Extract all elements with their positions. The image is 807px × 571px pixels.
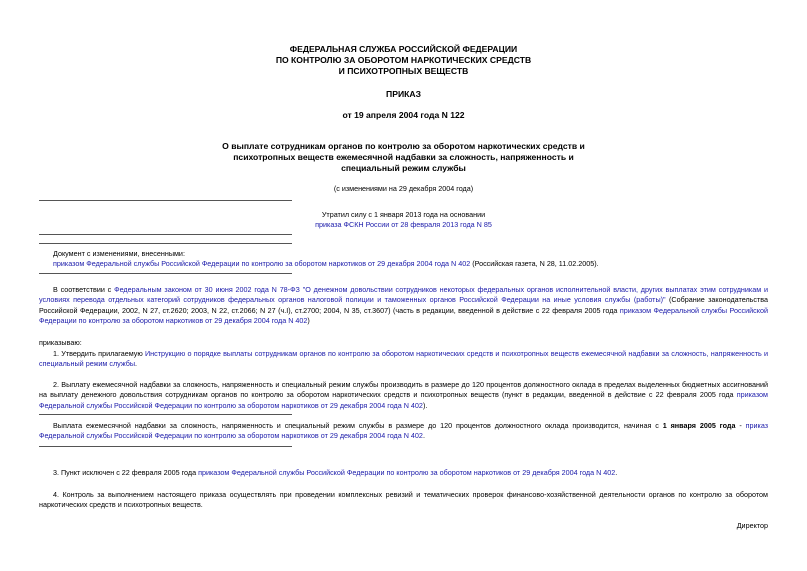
preamble-text-1: В соответствии с <box>53 285 112 294</box>
prev-edition-dash: - <box>735 421 742 430</box>
agency-line-3: И ПСИХОТРОПНЫХ ВЕЩЕСТВ <box>338 66 469 76</box>
agency-header <box>0 44 807 77</box>
doc-date: от 19 апреля 2004 года N 122 <box>342 110 465 120</box>
item-3-end: . <box>615 468 618 477</box>
invalid-note <box>0 210 807 231</box>
prev-edition-date: 1 января 2005 года <box>662 421 736 430</box>
prev-edition-end: . <box>422 431 425 441</box>
item-2-order-link[interactable]: приказом Федеральной службы Российской Федерации по контролю за оборотом наркотиков от 29 декабря 2004 года N 402 <box>39 390 768 410</box>
agency-line-2: ПО КОНТРОЛЮ ЗА ОБОРОТОМ НАРКОТИЧЕСКИХ СРЕДСТВ <box>275 55 532 65</box>
separator-line <box>39 273 292 274</box>
preamble-paragraph <box>39 285 768 327</box>
order-word: приказываю: <box>39 338 82 347</box>
doc-title-line-3: специальный режим службы <box>341 163 466 173</box>
item-1-text: 1. Утвердить прилагаемую <box>53 349 143 358</box>
prev-edition-text: Выплата ежемесячной надбавки за сложность, напряженность и специальный режим службы в размере до 120 процентов должностного оклада производится, начиная с <box>53 421 659 430</box>
item-3-paragraph <box>39 468 768 478</box>
changes-doc-source: (Российская газета, N 28, 11.02.2005). <box>472 259 599 269</box>
agency-line-1: ФЕДЕРАЛЬНАЯ СЛУЖБА РОССИЙСКОЙ ФЕДЕРАЦИИ <box>289 44 518 54</box>
changes-note: (с изменениями на 29 декабря 2004 года) <box>333 184 474 193</box>
preamble-order-link[interactable]: приказом Федеральной службы Российской Федерации по контролю за оборотом наркотиков от 29 декабря 2004 года N 402 <box>39 305 769 326</box>
instruction-link[interactable]: Инструкцию о порядке выплаты сотрудникам органов по контролю за оборотом наркотических средств и психотропных веществ ежемесячной надбавки за сложность, напряженность и специальный режим службы <box>39 349 769 369</box>
invalid-note-text: Утратил силу с 1 января 2013 года на основании <box>321 210 486 219</box>
changes-doc <box>53 249 768 270</box>
item-2-paragraph <box>39 380 768 411</box>
doc-title <box>0 141 807 174</box>
item-1-paragraph <box>39 349 768 370</box>
item-4-paragraph: 4. Контроль за выполнением настоящего приказа осуществлять при проведении комплексных ревизий и тематических проверок финансово-хозяйственной деятельности органов по контролю за оборотом наркотических средств и психотропных веществ. <box>39 490 768 510</box>
preamble-text-3: ) <box>307 316 310 326</box>
separator-line <box>39 234 292 235</box>
prev-edition-link[interactable]: приказ Федеральной службы Российской Федерации по контролю за оборотом наркотиков от 29 декабря 2004 года N 402 <box>39 421 769 441</box>
signature-title: Директор <box>736 521 768 530</box>
separator-line <box>39 446 292 447</box>
changes-doc-link[interactable]: приказом Федеральной службы Российской Федерации по контролю за оборотом наркотиков от 29 декабря 2004 года N 402 <box>53 259 471 269</box>
changes-doc-label: Документ с изменениями, внесенными: <box>53 249 185 258</box>
doc-title-line-2: психотропных веществ ежемесячной надбавки за сложность, напряженность и <box>233 152 574 162</box>
item-3-text: 3. Пункт исключен с 22 февраля 2005 года <box>53 468 197 477</box>
separator-line <box>39 414 292 415</box>
preamble-text-2: (Собрание законодательства Российской Федерации, 2002, N 27, ст.2620; 2003, N 22, ст.2066; N 27 (ч.I), ст.2700; 2004, N 35, ст.3607) (часть в редакции, введенной в действие с 22 февраля 2005 года <box>39 295 769 315</box>
prev-edition-paragraph <box>39 421 768 442</box>
item-1-end: . <box>135 359 138 369</box>
invalid-note-link[interactable]: приказа ФСКН России от 28 февраля 2013 года N 85 <box>315 220 492 230</box>
item-2-end: ). <box>422 400 428 410</box>
item-2-text: 2. Выплату ежемесячной надбавки за сложность, напряженность и специальный режим службы производить в размере до 120 процентов должностного оклада в пределах выделенных бюджетных ассигнований на выплату денежного довольствия сотрудникам органов по контролю за оборотом наркотических средств и психотропных веществ (пункт в редакции, введенной в действие с 22 февраля 2005 года <box>39 380 768 400</box>
doc-title-line-1: О выплате сотрудникам органов по контролю за оборотом наркотических средств и <box>222 141 585 151</box>
separator-line <box>39 200 292 201</box>
federal-law-link[interactable]: Федеральным законом от 30 июня 2002 года N 78-ФЗ "О денежном довольствии сотрудников некоторых федеральных органов исполнительной власти, других выплатах этим сотрудникам и условиях перевода отдельных категорий сотрудников федеральных органов налоговой полиции и таможенных органов Российской Федерации на иные условия службы (работы)" <box>39 285 768 305</box>
separator-line <box>39 243 292 244</box>
item-3-order-link[interactable]: приказом Федеральной службы Российской Федерации по контролю за оборотом наркотиков от 29 декабря 2004 года N 402 <box>198 468 616 477</box>
doc-type: ПРИКАЗ <box>386 89 421 99</box>
